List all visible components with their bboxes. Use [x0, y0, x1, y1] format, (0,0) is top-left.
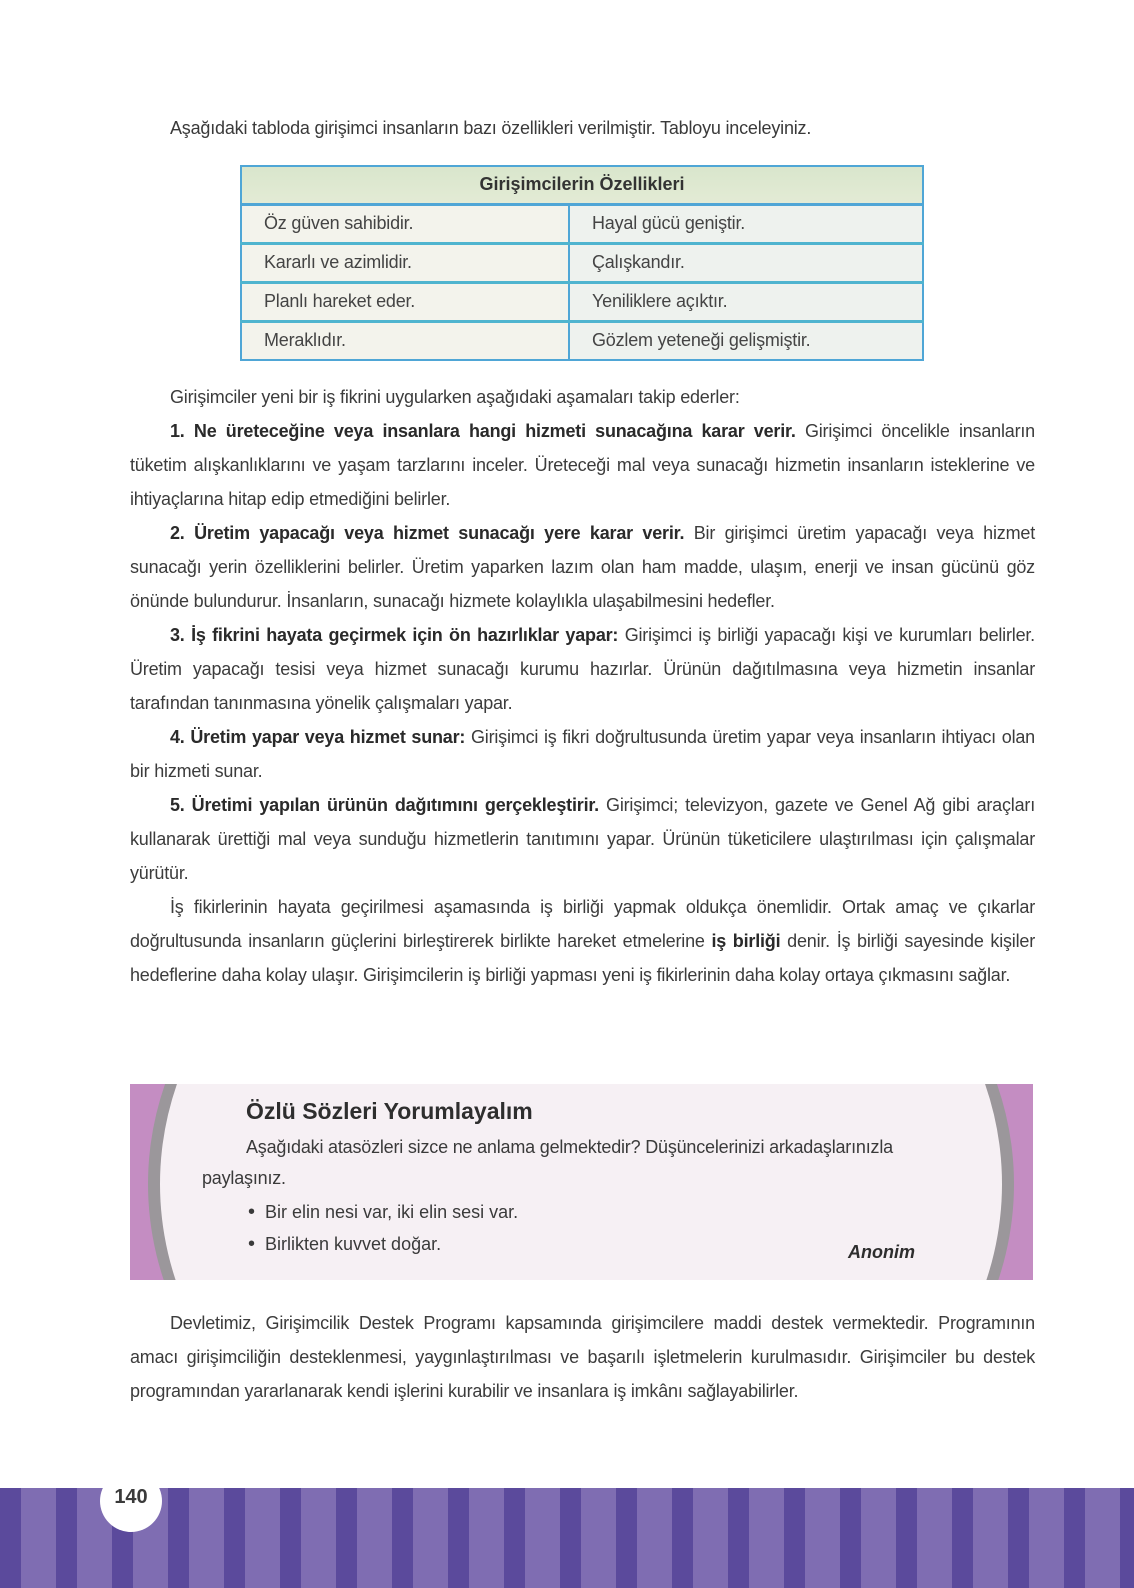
step-5 — [130, 788, 1035, 890]
step-title: 3. İş fikrini hayata geçirmek için ön hazırlıklar yapar: — [170, 625, 619, 645]
step-title: 4. Üretim yapar veya hizmet sunar: — [170, 727, 466, 747]
cooperation-term: iş birliği — [711, 931, 781, 951]
quote-box — [130, 1084, 1033, 1280]
table-cell: Kararlı ve azimlidir. — [241, 243, 569, 282]
table-cell: Öz güven sahibidir. — [241, 204, 569, 243]
table-title: Girişimcilerin Özellikleri — [241, 166, 923, 204]
list-item: • Bir elin nesi var, iki elin sesi var. — [248, 1196, 518, 1228]
step-text: Girişimci iş fikri doğrultusunda üretim yapar veya insanların ihtiyacı olan bir hizmeti sunar. — [130, 727, 1035, 781]
steps-intro: Girişimciler yeni bir iş fikrini uygularken aşağıdaki aşamaları takip ederler: — [170, 387, 740, 407]
page-number: 140 — [100, 1470, 162, 1532]
step-4 — [130, 720, 1035, 788]
table-row — [241, 282, 923, 321]
step-3 — [130, 618, 1035, 720]
quote-author: Anonim — [848, 1242, 915, 1262]
table-cell: Meraklıdır. — [241, 321, 569, 360]
cooperation-text: İş fikirlerinin hayata geçirilmesi aşamasında iş birliği yapmak oldukça önemlidir. Ortak amaç ve çıkarlar doğrultusunda insanların güçlerini birleştirerek birlikte hareket etmelerine — [130, 897, 1035, 951]
intro-text: Aşağıdaki tabloda girişimci insanların bazı özellikleri verilmiştir. Tabloyu inceleyiniz. — [170, 118, 812, 138]
proverb-list — [248, 1196, 518, 1260]
step-2 — [130, 516, 1035, 618]
quote-content — [130, 1084, 1033, 1280]
step-text: Bir girişimci üretim yapacağı veya hizmet sunacağı yerin özelliklerini belirler. Üretim yaparken lazım olan ham madde, ulaşım, enerji ve insan gücünü göz önünde bulundurur. İnsanların, sunacağı hizmete kolaylıkla ulaşabilmesini hedefler. — [130, 523, 1035, 611]
table-cell: Gözlem yeteneği gelişmiştir. — [569, 321, 923, 360]
step-text: Girişimci; televizyon, gazete ve Genel Ağ gibi araçları kullanarak ürettiği mal veya sunduğu hizmetlerin tanıtımını yapar. Ürünün tüketicilere ulaştırılması için çalışmalar yürütür. — [130, 795, 1035, 883]
step-text: Girişimci öncelikle insanların tüketim alışkanlıklarını ve yaşam tarzlarını inceler. Üreteceği mal veya sunacağı hizmetin insanların isteklerine ve ihtiyaçlarına hitap edip etmediğini belirler. — [130, 421, 1035, 509]
step-title: 1. Ne üreteceğine veya insanlara hangi hizmeti sunacağına karar verir. — [170, 421, 796, 441]
steps-section — [130, 380, 1035, 992]
table-row — [241, 243, 923, 282]
table-cell: Planlı hareket eder. — [241, 282, 569, 321]
closing-section — [130, 1306, 1035, 1408]
step-title: 5. Üretimi yapılan ürünün dağıtımını gerçekleştirir. — [170, 795, 599, 815]
traits-table — [240, 165, 924, 361]
table-row — [241, 204, 923, 243]
table-cell: Çalışkandır. — [569, 243, 923, 282]
cooperation-text: denir. İş birliği sayesinde kişiler hedeflerine daha kolay ulaşır. Girişimcilerin iş birliği yapması yeni iş fikirlerinin daha kolay ortaya çıkmasını sağlar. — [130, 931, 1035, 985]
quote-title: Özlü Sözleri Yorumlayalım — [246, 1098, 533, 1124]
table-cell: Hayal gücü geniştir. — [569, 204, 923, 243]
list-item: • Birlikten kuvvet doğar. — [248, 1228, 518, 1260]
cooperation-paragraph — [130, 890, 1035, 992]
step-1 — [130, 414, 1035, 516]
table-cell: Yeniliklere açıktır. — [569, 282, 923, 321]
table-row — [241, 321, 923, 360]
footer-stripes — [0, 1488, 1134, 1588]
quote-prompt: Aşağıdaki atasözleri sizce ne anlama gelmektedir? Düşüncelerinizi arkadaşlarınızla paylaşınız. — [202, 1137, 893, 1188]
closing-paragraph: Devletimiz, Girişimcilik Destek Programı kapsamında girişimcilere maddi destek vermektedir. Programının amacı girişimciliğin desteklenmesi, yaygınlaştırılması ve başarılı işletmelerin kurulmasıdır. Girişimciler bu destek programından yararlanarak kendi işlerini kurabilir ve insanlara iş imkânı sağlayabilirler. — [130, 1313, 1035, 1401]
step-title: 2. Üretim yapacağı veya hizmet sunacağı yere karar verir. — [170, 523, 685, 543]
step-text: Girişimci iş birliği yapacağı kişi ve kurumları belirler. Üretim yapacağı tesisi veya hizmet sunacağı kurumu hazırlar. Ürünün dağıtılmasına veya hizmetin insanlar tarafından tanınmasına yönelik çalışmaları yapar. — [130, 625, 1035, 713]
